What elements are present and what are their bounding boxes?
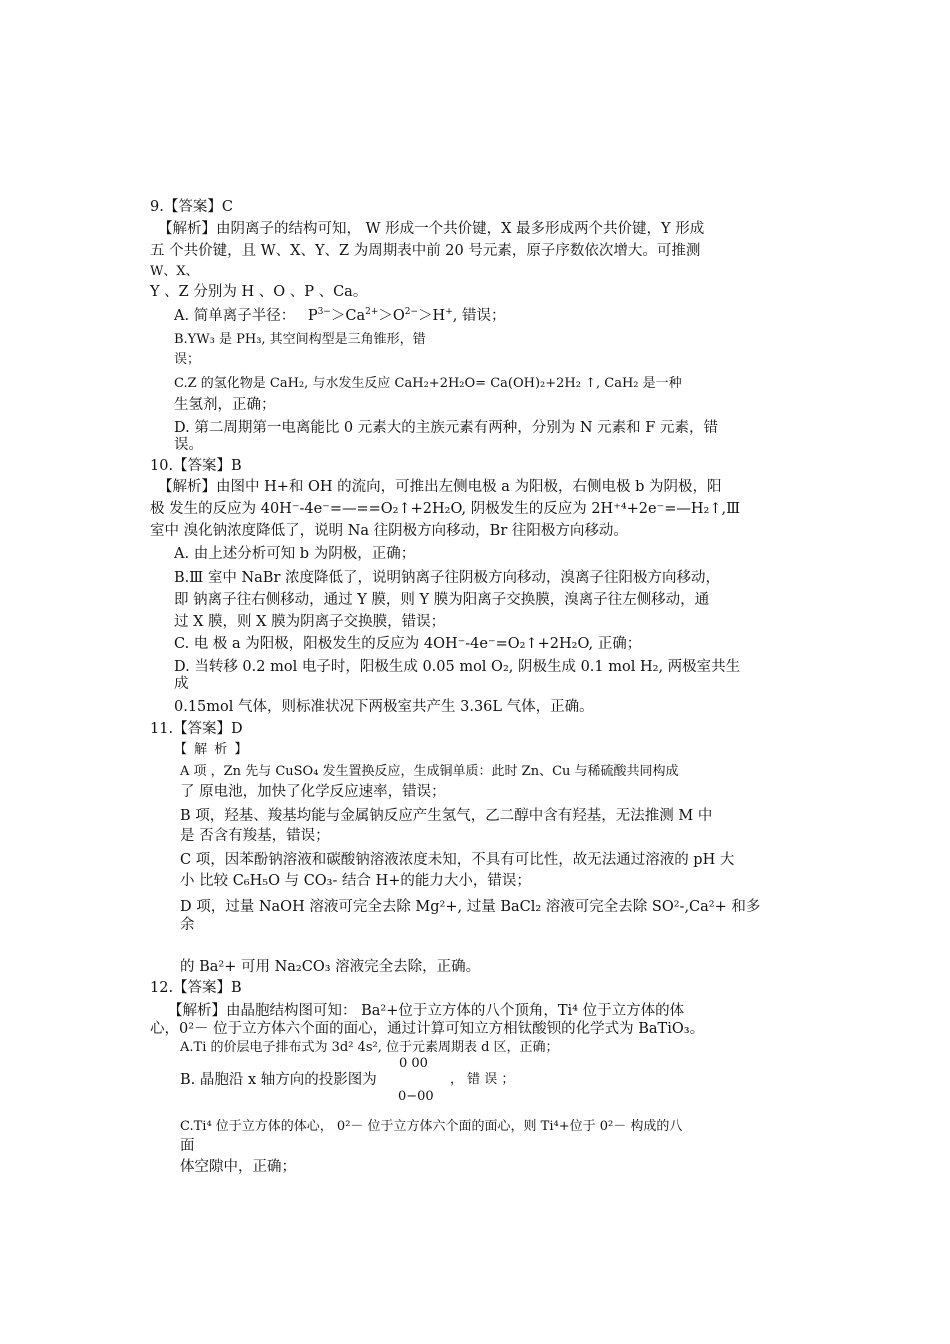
q10-option-b-line-2: 即 钠离子往右侧移动，通过 Y 膜，则 Y 膜为阳离子交换膜，溴离子往左侧移动，通 [174,592,710,608]
q12-option-c-line-3: 体空隙中，正确； [180,1159,296,1175]
q9-option-a [174,306,505,326]
q12-option-c-line-1: C.Ti⁴ 位于立方体的体心， 0²－ 位于立方体六个面的面心，则 Ti⁴+位于 0²－ 构成的八 [180,1119,683,1134]
q9-option-a-ion-h: ＞H+ [418,307,453,324]
q9-answer: 9.【答案】C [150,199,233,215]
q10-option-c: C. 电 极 a 为阳极，阳极发生的反应为 4OH⁻-4e⁻=O₂↑+2H₂O, 正确； [174,636,642,652]
q10-analysis-line-2: 极 发生的反应为 40H⁻-4e⁻=—==O₂↑+2H₂O, 阴极发生的反应为 2H⁺⁴+2e⁻=—H₂↑,Ⅲ [150,501,741,517]
q12-projection-top-row: 0 00 [399,1056,428,1071]
q10-analysis-line-1: 【解析】由图中 H+和 OH 的流向，可推出左侧电极 a 为阳极，右侧电极 b 为阴极，阳 [158,479,722,495]
q11-item-d-line-1: D 项，过量 NaOH 溶液可完全去除 Mg²+, 过量 BaCl₂ 溶液可完全去除 SO²-,Ca²+ 和多 [180,899,761,915]
q9-option-a-ion-ca: $>Ca^{2+}$ [330,307,379,324]
q10-option-d-line-3: 0.15mol 气体，则标准状况下两极室共产生 3.36L 气体，正确。 [174,699,594,715]
q12-option-c-line-2: 面 [180,1138,195,1154]
q11-analysis-label: 【 解 析 】 [174,742,249,757]
q11-item-d-line-2: 余 [180,917,195,933]
q9-option-a-prefix: A. 简单离子半径： [174,308,296,324]
q12-answer: 12.【答案】B [150,980,242,996]
q11-answer: 11.【答案】D [150,721,243,737]
q9-option-c-line-2: 生氢剂，正确； [174,397,276,413]
q9-analysis-line-2: 五 个共价键，且 W、X、Y、Z 为周期表中前 20 号元素，原子序数依次增大。可推测 [150,243,701,259]
q10-option-b-line-3: 过 X 膜，则 X 膜为阴离子交换膜，错误； [174,614,446,630]
q11-item-c-line-1: C 项，因苯酚钠溶液和碳酸钠溶液浓度未知，不具有可比性，故无法通过溶液的 pH 大 [180,852,735,868]
q11-item-a-line-1: A 项 ，Zn 先与 CuSO₄ 发生置换反应，生成铜单质：此时 Zn、Cu 与稀硫酸共同构成 [180,764,679,779]
q10-option-b-line-1: B.Ⅲ 室中 NaBr 浓度降低了，说明钠离子往阴极方向移动，溴离子往阳极方向移动， [174,570,720,586]
q9-option-b-line-1: B.YW₃ 是 PH₃, 其空间构型是三角锥形，错 [174,332,426,347]
q12-projection-bottom-row: 0−00 [398,1089,434,1104]
q12-analysis-line-2: 心，0²－ 位于立方体六个面的面心，通过计算可知立方相钛酸钡的化学式为 BaTiO₃。 [150,1021,705,1037]
q10-option-a: A. 由上述分析可知 b 为阴极，正确； [174,546,416,562]
q10-answer: 10.【答案】B [150,458,242,474]
q11-item-c-line-2: 小 比较 C₆H₅O 与 CO₃- 结合 H+的能力大小，错误； [180,873,531,889]
q10-option-d-line-1: D. 当转移 0.2 mol 电子时，阳极生成 0.05 mol O₂, 阴极生成 0.1 mol H₂, 两极室共生 [174,659,741,675]
q9-option-d-line-1: D. 第二周期第一电离能比 0 元素大的主族元素有两种，分别为 N 元素和 F 元素，错 [174,420,718,436]
q11-item-b-line-2: 是 否含有羧基，错误； [180,828,330,844]
q9-analysis-line-4: Y 、Z 分别为 H 、O 、P 、Ca。 [150,284,368,300]
q9-option-d-line-2: 误。 [174,437,203,453]
q12-option-b-end: ， 错 误 ； [450,1072,515,1087]
q10-analysis-line-3: 室中 溴化钠浓度降低了，说明 Na 往阴极方向移动，Br 往阳极方向移动。 [150,523,628,539]
q11-item-d-line-3: 的 Ba²+ 可用 Na₂CO₃ 溶液完全去除，正确。 [180,959,481,975]
q11-item-a-line-2: 了 原电池，加快了化学反应速率，错误； [180,784,446,800]
q9-option-a-ion-p: $P^{3-}$ [307,307,331,324]
q12-option-a: A.Ti 的价层电子排布式为 3d² 4s², 位于元素周期表 d 区，正确； [180,1040,559,1055]
q9-analysis-line-3: W、X、 [150,264,199,279]
q12-analysis-line-1: 【解析】由晶胞结构图可知： Ba²+位于立方体的八个顶角，Ti⁴ 位于立方体的体 [168,1003,685,1019]
q9-option-b-line-2: 误； [174,352,201,367]
q9-option-a-end: , 错误； [452,308,506,324]
q9-analysis-line-1: 【解析】由阴离子的结构可知， W 形成一个共价键，X 最多形成两个共价键，Y 形成 [158,221,705,237]
q11-item-b-line-1: B 项，羟基、羧基均能与金属钠反应产生氢气，乙二醇中含有羟基，无法推测 M 中 [180,808,713,824]
q10-option-d-line-2: 成 [174,676,189,692]
q12-option-b-text: B. 晶胞沿 x 轴方向的投影图为 [180,1072,377,1088]
q9-option-a-ion-o: $>O^{2-}$ [378,307,419,324]
q9-option-c-line-1: C.Z 的氢化物是 CaH₂, 与水发生反应 CaH₂+2H₂O= Ca(OH)₂+2H₂ ↑, CaH₂ 是一种 [174,376,682,391]
